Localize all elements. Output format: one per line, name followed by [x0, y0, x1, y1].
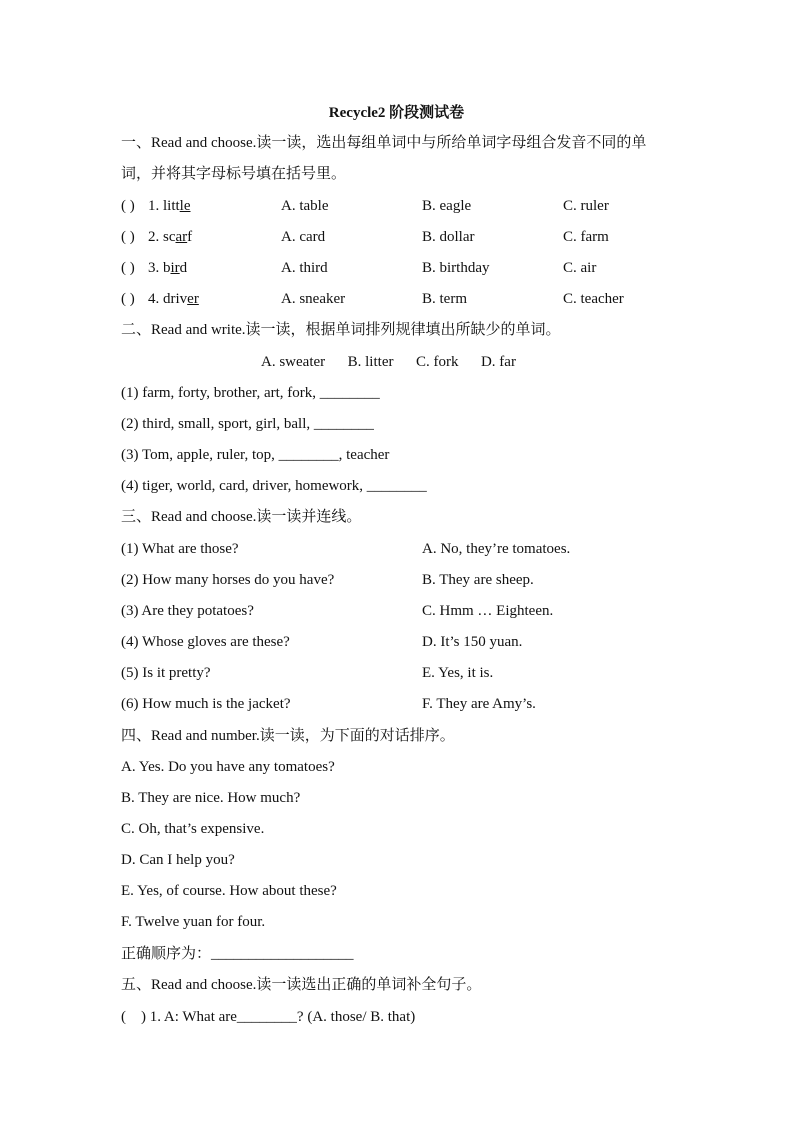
dialogue-line: E. Yes, of course. How about these? [121, 883, 337, 899]
section-2-heading: 二、Read and write.读一读，根据单词排列规律填出所缺少的单词。 [121, 322, 561, 338]
option-b: B. eagle [422, 198, 472, 214]
word-part: b [163, 260, 171, 276]
question-number: 3. [148, 260, 160, 276]
match-answer[interactable]: D. It’s 150 yuan. [422, 634, 523, 650]
match-question[interactable]: (2) How many horses do you have? [121, 572, 335, 588]
dialogue-line: D. Can I help you? [121, 852, 235, 868]
word-options: A. sweater B. litter C. fork D. far [261, 354, 516, 370]
option-b: B. dollar [422, 229, 475, 245]
option-a: A. sneaker [281, 291, 346, 307]
choice-question[interactable]: ( ) 1. A: What are________? (A. those/ B. that) [121, 1009, 416, 1025]
option-a: A. card [281, 229, 326, 245]
fill-in-item[interactable]: (1) farm, forty, brother, art, fork, ________ [121, 385, 380, 401]
question-word [148, 196, 191, 216]
word-part: driv [163, 291, 188, 307]
word-part: f [187, 229, 193, 245]
answer-bracket[interactable]: ( ) [121, 291, 135, 307]
underlined-letters: er [187, 291, 199, 307]
match-answer[interactable]: A. No, they’re tomatoes. [422, 541, 571, 557]
dialogue-line: B. They are nice. How much? [121, 790, 301, 806]
section-1-heading-line-1: 一、Read and choose.读一读，选出每组单词中与所给单词字母组合发音不同的单 [121, 135, 647, 151]
option-a: A. third [281, 260, 328, 276]
answer-bracket[interactable]: ( ) [121, 229, 135, 245]
answer-bracket[interactable]: ( ) [121, 260, 135, 276]
fill-in-item[interactable]: (2) third, small, sport, girl, ball, ________ [121, 416, 374, 432]
option-c: C. air [563, 260, 597, 276]
question-number: 4. [148, 291, 160, 307]
word-part: litt [163, 198, 180, 214]
match-question[interactable]: (4) Whose gloves are these? [121, 634, 290, 650]
option-c: C. farm [563, 229, 609, 245]
dialogue-line: C. Oh, that’s expensive. [121, 821, 265, 837]
section-5-heading: 五、Read and choose.读一读选出正确的单词补全句子。 [121, 977, 482, 993]
fill-in-item[interactable]: (3) Tom, apple, ruler, top, ________, teacher [121, 447, 390, 463]
match-answer[interactable]: B. They are sheep. [422, 572, 534, 588]
question-word [148, 289, 199, 309]
order-answer-line[interactable]: 正确顺序为：___________________ [121, 946, 354, 962]
dialogue-line: F. Twelve yuan for four. [121, 914, 266, 930]
match-question[interactable]: (6) How much is the jacket? [121, 696, 291, 712]
question-number: 1. [148, 198, 160, 214]
underlined-letters: le [179, 198, 191, 214]
dialogue-line: A. Yes. Do you have any tomatoes? [121, 759, 335, 775]
section-3-heading: 三、Read and choose.读一读并连线。 [121, 509, 362, 525]
option-b: B. term [422, 291, 467, 307]
word-part: sc [163, 229, 176, 245]
question-number: 2. [148, 229, 160, 245]
word-part: d [179, 260, 188, 276]
option-c: C. teacher [563, 291, 624, 307]
match-answer[interactable]: C. Hmm … Eighteen. [422, 603, 554, 619]
page-title: Recycle2 阶段测试卷 [328, 105, 465, 121]
fill-in-item[interactable]: (4) tiger, world, card, driver, homework, ________ [121, 478, 427, 494]
section-1-heading-line-2: 词，并将其字母标号填在括号里。 [121, 166, 347, 182]
answer-bracket[interactable]: ( ) [121, 198, 135, 214]
underlined-letters: ir [170, 260, 180, 276]
question-word [148, 227, 192, 247]
option-b: B. birthday [422, 260, 490, 276]
option-a: A. table [281, 198, 329, 214]
underlined-letters: ar [175, 229, 188, 245]
match-question[interactable]: (3) Are they potatoes? [121, 603, 254, 619]
match-question[interactable]: (5) Is it pretty? [121, 665, 211, 681]
match-answer[interactable]: F. They are Amy’s. [422, 696, 536, 712]
section-4-heading: 四、Read and number.读一读，为下面的对话排序。 [121, 728, 455, 744]
question-word [148, 258, 187, 278]
option-c: C. ruler [563, 198, 609, 214]
match-question[interactable]: (1) What are those? [121, 541, 239, 557]
match-answer[interactable]: E. Yes, it is. [422, 665, 494, 681]
